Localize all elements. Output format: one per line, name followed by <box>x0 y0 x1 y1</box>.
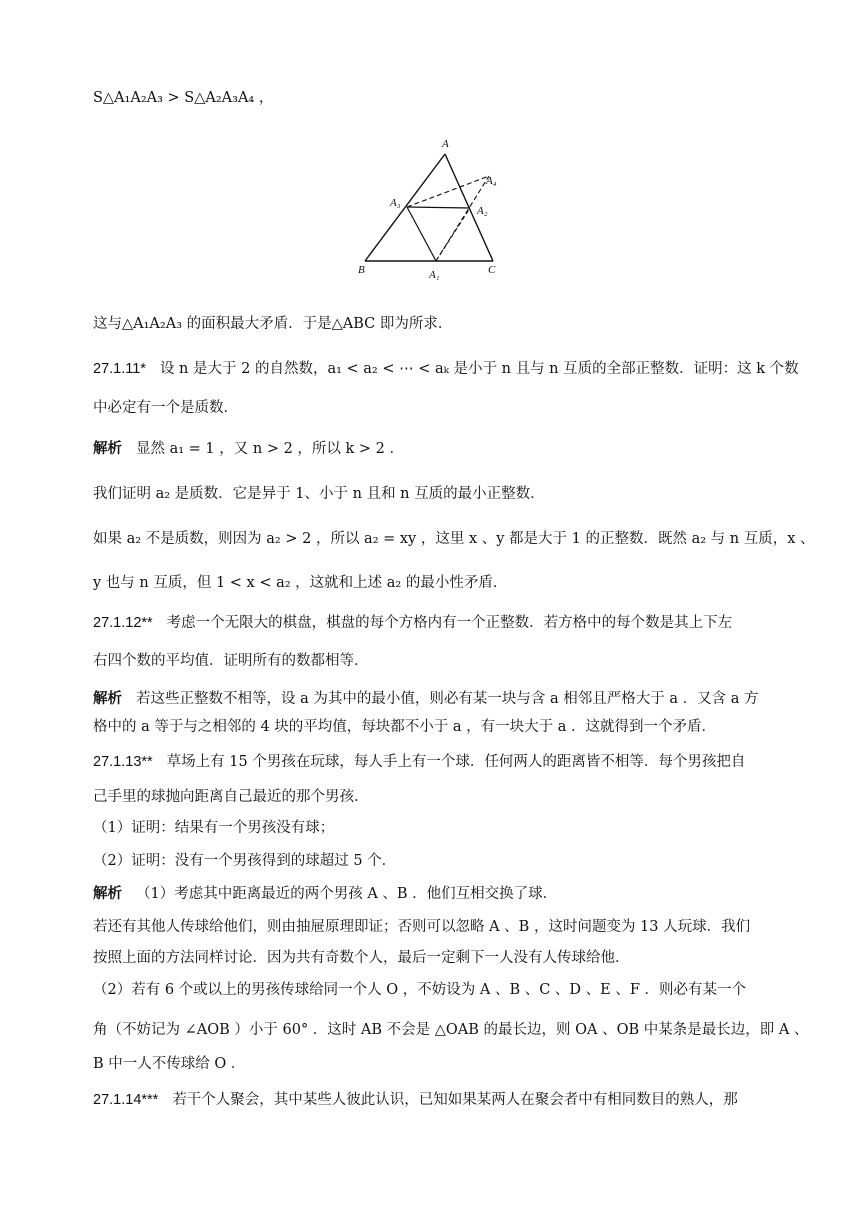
dashed-A1A2 <box>436 208 470 261</box>
problem-27-1-13 <box>93 752 780 772</box>
problem-text: 若干个人聚会，其中某些人彼此认识，已知如果某两人在聚会者中有相同数目的熟人，那 <box>172 1092 738 1108</box>
solution-line: （2）若有 6 个或以上的男孩传球给同一个人 O ，不妨设为 A 、B 、C 、D 、E 、F ．则必有某一个 <box>93 982 747 998</box>
solution-line: 若还有其他人传球给他们，则由抽屉原理即证；否则可以忽略 A 、B ，这时问题变为 13 人玩球．我们 <box>93 919 751 935</box>
triangle-diagram <box>350 132 510 292</box>
problem-number: 27.1.13** <box>93 754 153 770</box>
problem-number: 27.1.12** <box>93 615 153 631</box>
label-A2: A₂ <box>477 205 488 217</box>
problem-27-1-11-cont: 中必定有一个是质数． <box>93 400 238 416</box>
dashed-A3A4 <box>407 176 489 207</box>
solution-line: 角（不妨记为 ∠AOB ）小于 60° ．这时 AB 不会是 △OAB 的最长边，则 OA 、OB 中某条是最长边，即 A 、 <box>93 1022 809 1038</box>
solution-text: 显然 a₁ = 1 ，又 n > 2 ，所以 k > 2 ． <box>136 441 405 457</box>
label-A4: A₄ <box>486 175 497 187</box>
problem-27-1-11 <box>93 359 799 379</box>
solution-line: 按照上面的方法同样讨论．因为共有奇数个人，最后一定剩下一人没有人传球给他． <box>93 950 630 966</box>
problem-27-1-12 <box>93 613 780 633</box>
problem-number: 27.1.14*** <box>93 1092 159 1108</box>
solution-27-1-12 <box>93 689 780 709</box>
solution-27-1-11 <box>93 439 780 459</box>
solution-line: 格中的 a 等于与之相邻的 4 块的平均值，每块都不小于 a ，有一块大于 a ．这就得到一个矛盾． <box>93 719 717 735</box>
solution-27-1-13 <box>93 884 780 904</box>
problem-line: （2）证明：没有一个男孩得到的球超过 5 个． <box>93 853 397 869</box>
conclusion-line: 这与△A₁A₂A₃ 的面积最大矛盾．于是△ABC 即为所求． <box>93 316 453 332</box>
problem-27-1-12-cont: 右四个数的平均值．证明所有的数都相等． <box>93 653 369 669</box>
problem-line: 己手里的球抛向距离自己最近的那个男孩． <box>93 789 369 805</box>
solution-text: （1）考虑其中距离最近的两个男孩 A 、B ．他们互相交换了球． <box>136 886 558 902</box>
problem-text: 设 n 是大于 2 的自然数，a₁ < a₂ < ⋯ < aₖ 是小于 n 且与 n 互质的全部正整数．证明：这 k 个数 <box>159 361 799 377</box>
triangle-figure <box>350 132 510 292</box>
solution-line: 如果 a₂ 不是质数，则因为 a₂ > 2 ，所以 a₂ = xy ，这里 x 、y 都是大于 1 的正整数．既然 a₂ 与 n 互质，x 、 <box>93 531 815 547</box>
problem-number: 27.1.11* <box>93 361 146 377</box>
label-C: C <box>488 264 496 276</box>
segment-A3A1 <box>407 207 436 261</box>
problem-text: 草场上有 15 个男孩在玩球，每人手上有一个球．任何两人的距离皆不相等．每个男孩把自 <box>166 754 746 770</box>
label-B: B <box>358 264 365 276</box>
segment-A3A2 <box>407 207 470 208</box>
problem-line: （1）证明：结果有一个男孩没有球； <box>93 820 335 836</box>
label-A1: A₁ <box>429 269 440 281</box>
solution-label: 解析 <box>93 691 122 707</box>
area-inequality: S△A₁A₂A₃ > S△A₂A₃A₄ ， <box>93 90 274 106</box>
problem-text: 考虑一个无限大的棋盘，棋盘的每个方格内有一个正整数．若方格中的每个数是其上下左 <box>166 615 733 631</box>
solution-line: 我们证明 a₂ 是质数．它是异于 1、小于 n 且和 n 互质的最小正整数． <box>93 486 545 502</box>
solution-label: 解析 <box>93 441 122 457</box>
label-A: A <box>442 138 449 150</box>
problem-27-1-14 <box>93 1090 780 1110</box>
solution-line: B 中一人不传球给 O ． <box>93 1056 246 1072</box>
label-A3: A₃ <box>390 197 401 209</box>
solution-text: 若这些正整数不相等，设 a 为其中的最小值，则必有某一块与含 a 相邻且严格大于 a ．又含 a 方 <box>136 691 759 707</box>
solution-label: 解析 <box>93 886 122 902</box>
solution-line: y 也与 n 互质，但 1 < x < a₂ ，这就和上述 a₂ 的最小性矛盾． <box>93 575 508 591</box>
